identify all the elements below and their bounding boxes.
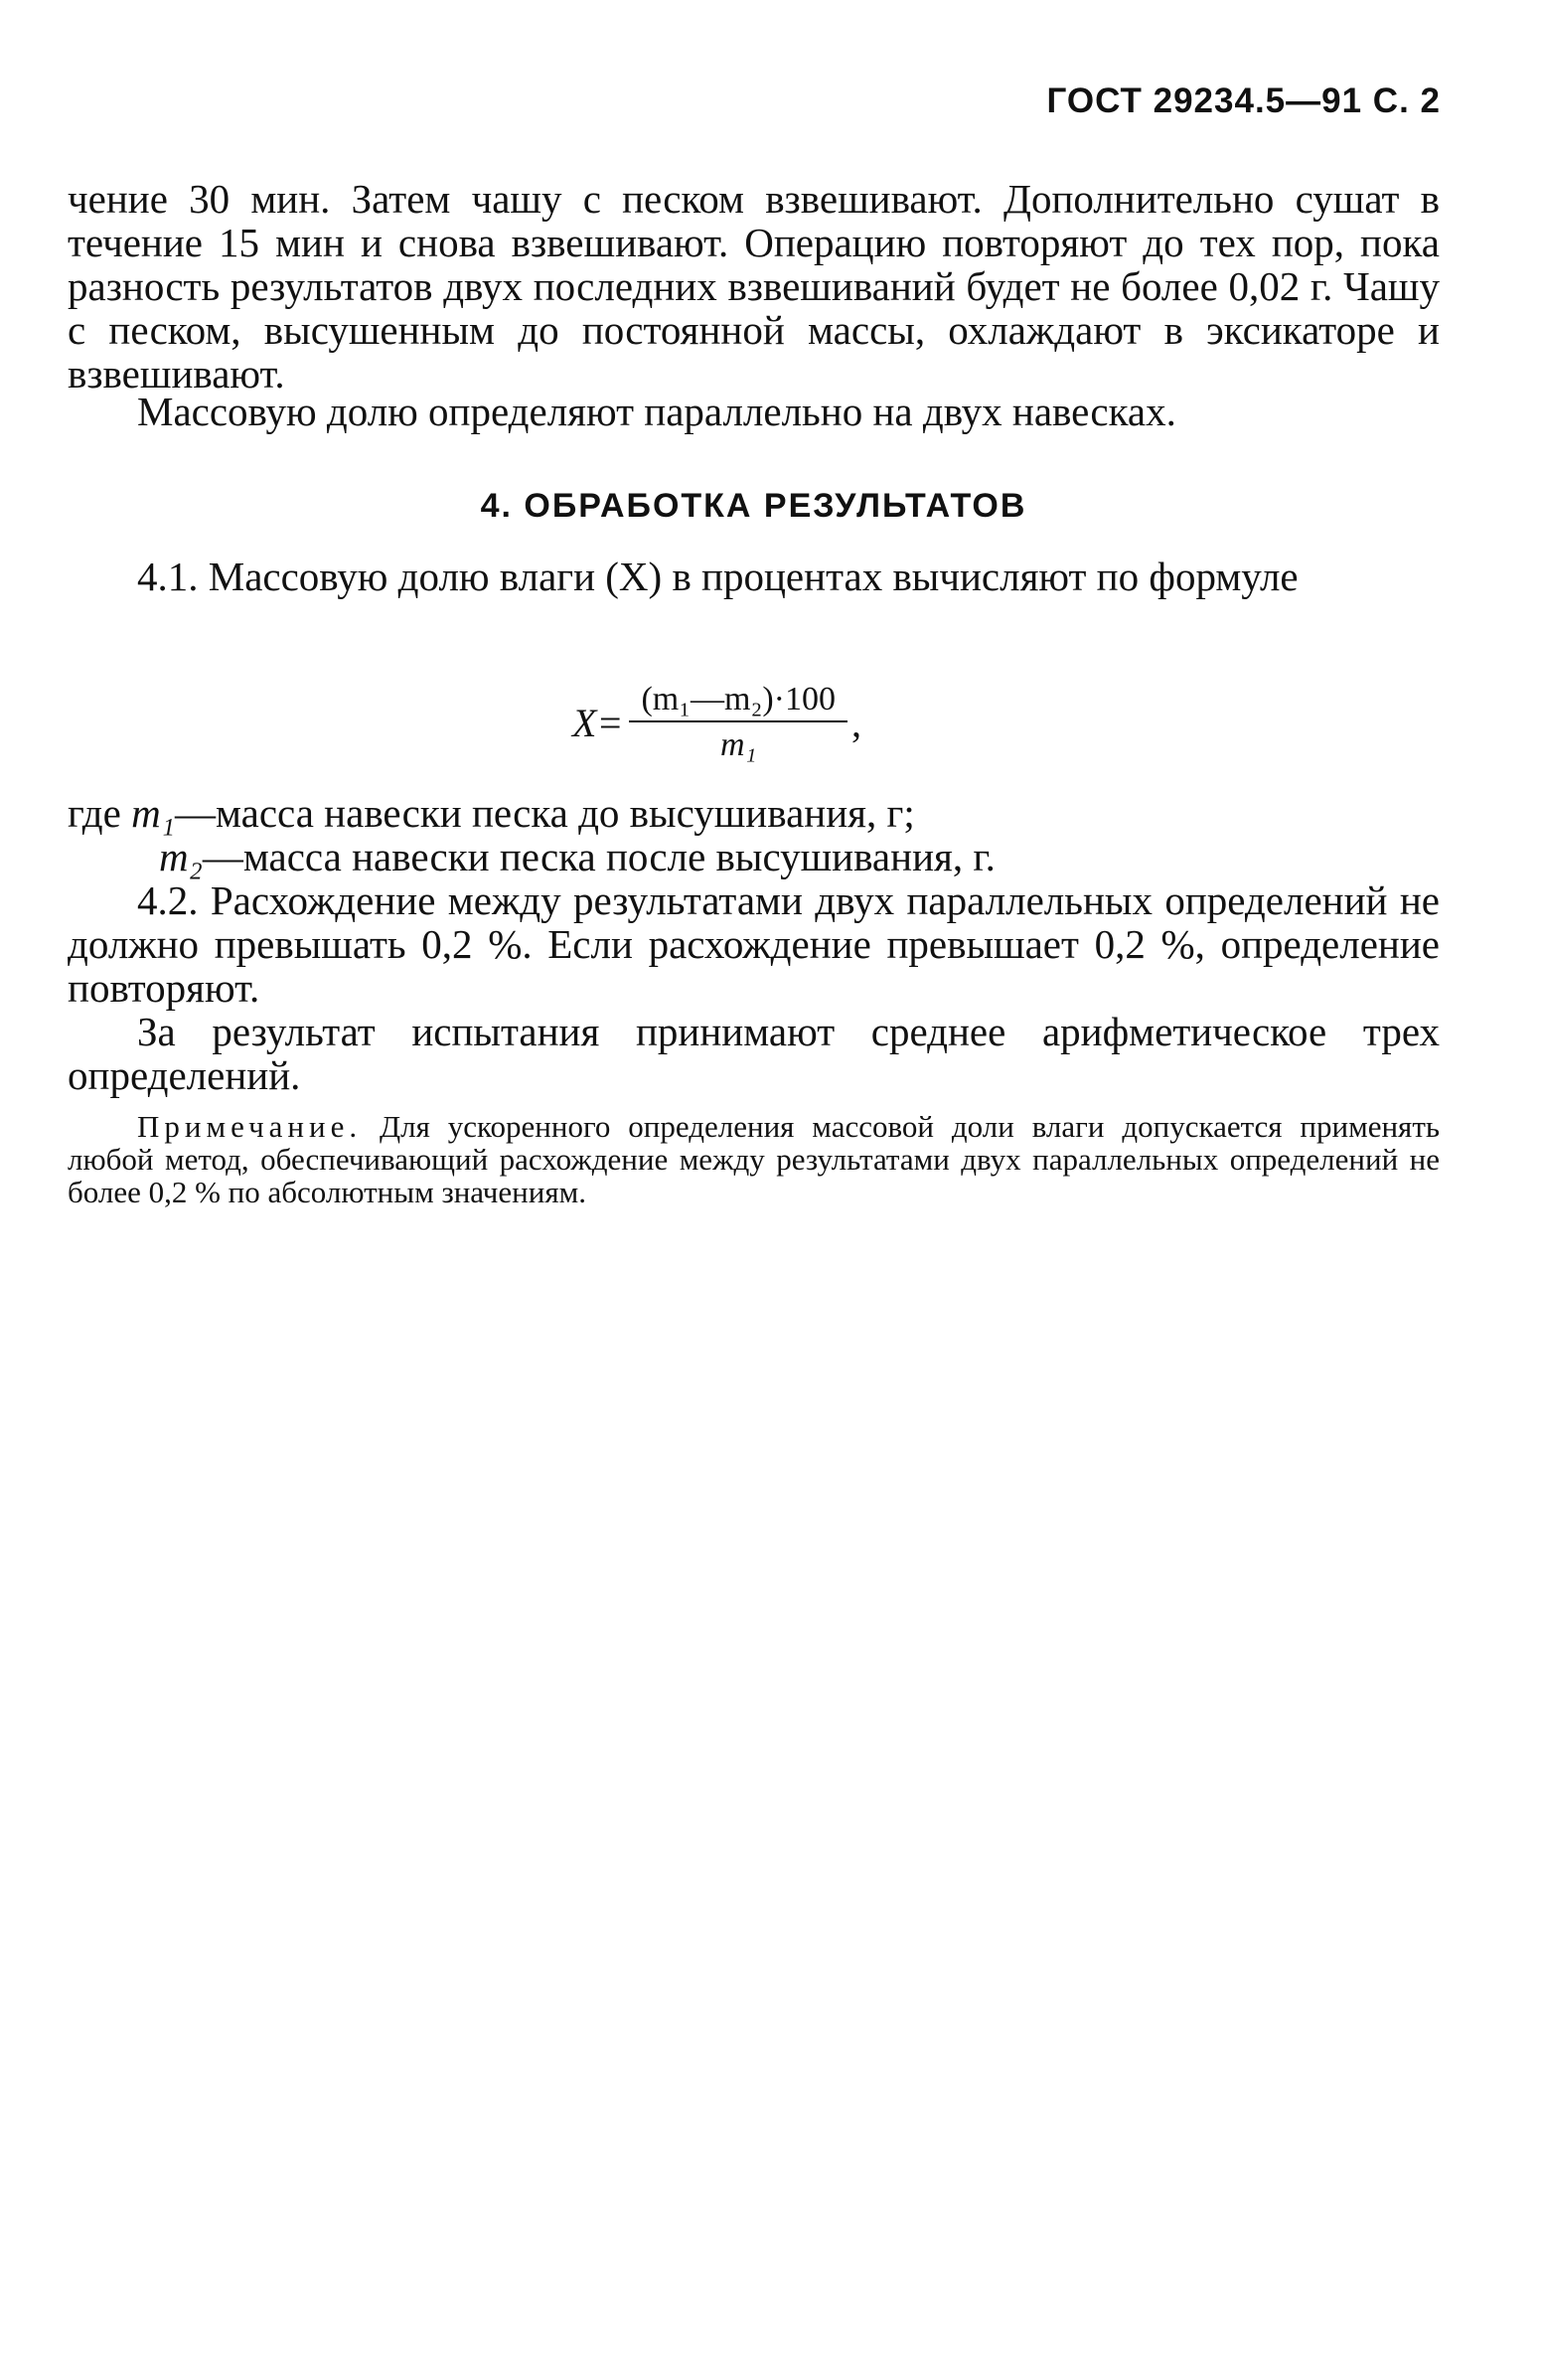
clause-4-2: 4.2. Расхождение между результатами двух параллельных определений не должно превышать 0,2 %. Если расхождение превышает 0,2 %, определение повторяют. [68, 877, 1440, 1011]
note-label: Примечание. [137, 1109, 363, 1144]
formula-numerator: (m₁—m₂)·100 [629, 681, 848, 722]
variable-m1: m₁ [131, 790, 175, 836]
definition-m2 [68, 835, 996, 878]
note-paragraph [68, 1110, 1440, 1208]
paragraph-continuation: чение 30 мин. Затем чашу с песком взвешивают. Дополнительно сушат в течение 15 мин и снова взвешивают. Операцию повторяют до тех пор, пока разность результатов двух последних взвешиваний будет не более 0,02 г. Чашу с песком, высушенным до постоянной массы, охлаждают в эксикаторе и взвешивают. [68, 176, 1440, 397]
clause-4-2-result: За результат испытания принимают среднее арифметическое трех определений. [68, 1009, 1440, 1098]
clause-4-1: 4.1. Массовую долю влаги (X) в процентах вычисляют по формуле [137, 554, 1299, 599]
moisture-formula [572, 668, 861, 777]
variable-definitions [68, 791, 996, 878]
page-header: ГОСТ 29234.5—91 С. 2 [1046, 81, 1441, 120]
where-prefix: где [68, 790, 121, 836]
section-heading: 4. ОБРАБОТКА РЕЗУЛЬТАТОВ [480, 487, 1027, 525]
variable-m2: m₂ [159, 834, 203, 879]
formula-denominator: m₁ [720, 726, 757, 763]
formula-fraction [629, 681, 848, 764]
formula-lhs: X= [572, 700, 624, 745]
definition-m1 [68, 791, 996, 835]
variable-m2-description: —масса навески песка после высушивания, г. [202, 834, 996, 879]
variable-m1-description: —масса навески песка до высушивания, г; [174, 790, 915, 836]
paragraph-parallel: Массовую долю определяют параллельно на двух навесках. [137, 389, 1176, 434]
note-text: Для ускоренного определения массовой доли влаги допускается применять любой метод, обеспечивающий расхождение между результатами двух параллельных определений не более 0,2 % по абсолютным значениям. [68, 1109, 1441, 1209]
formula-comma: , [851, 700, 862, 745]
